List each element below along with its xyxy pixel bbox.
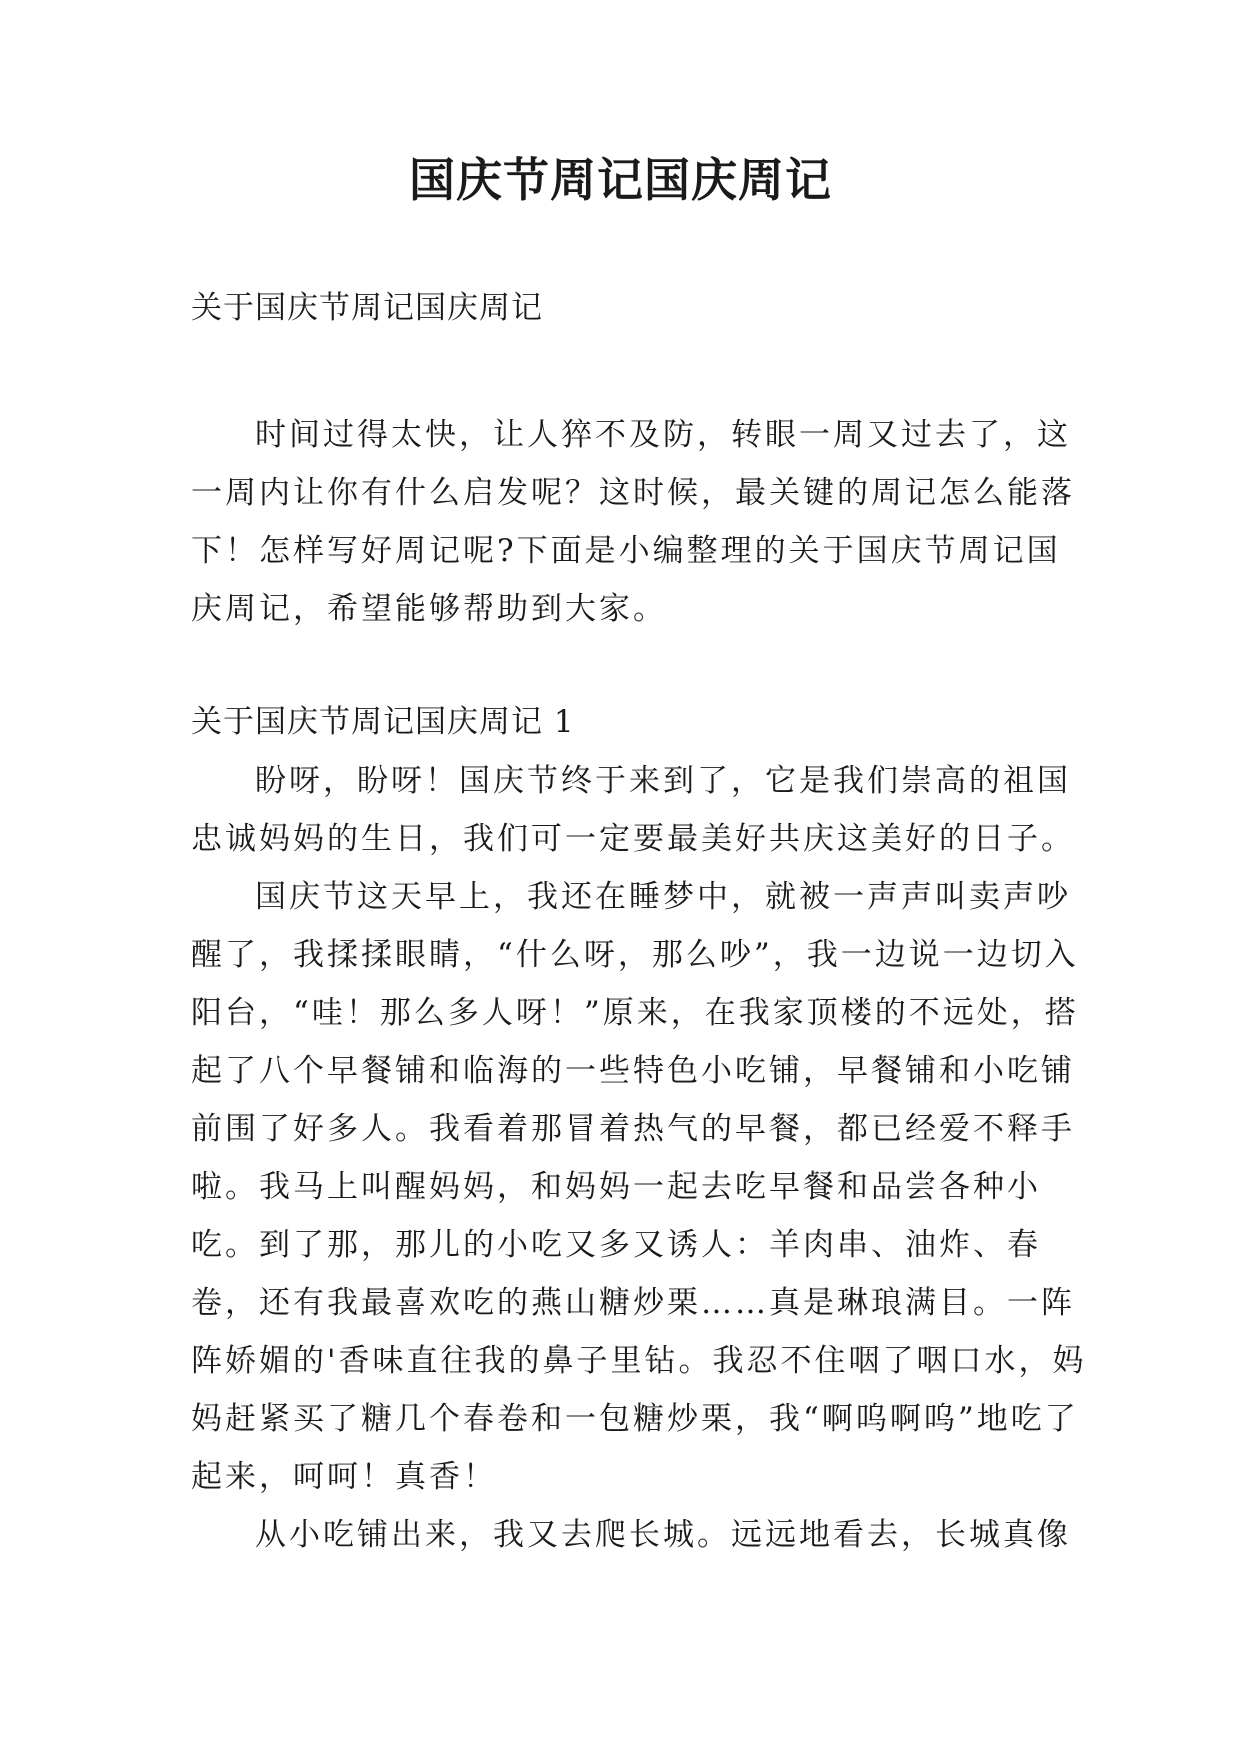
body-paragraph: 盼呀，盼呀！国庆节终于来到了，它是我们崇高的祖国忠诚妈妈的生日，我们可一定要最美好共庆这美好的日子。 (191, 763, 1075, 857)
document-title: 国庆节周记国庆周记 (409, 153, 832, 207)
body-paragraph: 从小吃铺出来，我又去爬长城。远远地看去，长城真像 (255, 1517, 1071, 1553)
section-body (191, 752, 1096, 1564)
section-heading: 关于国庆节周记国庆周记 1 (191, 704, 575, 740)
body-paragraph: 国庆节这天早上，我还在睡梦中，就被一声声叫卖声吵醒了，我揉揉眼睛，“什么呀，那么吵”，我一边说一边切入阳台，“哇！那么多人呀！”原来，在我家顶楼的不远处，搭起了八个早餐铺和临海的一些特色小吃铺，早餐铺和小吃铺前围了好多人。我看着那冒着热气的早餐，都已经爱不释手啦。我马上叫醒妈妈，和妈妈一起去吃早餐和品尝各种小吃。到了那，那儿的小吃又多又诱人：羊肉串、油炸、春卷，还有我最喜欢吃的燕山糖炒栗……真是琳琅满目。一阵阵娇媚的'香味直往我的鼻子里钻。我忍不住咽了咽口水，妈妈赶紧买了糖几个春卷和一包糖炒栗，我“啊呜啊呜”地吃了起来，呵呵！真香！ (191, 879, 1087, 1495)
document-subtitle: 关于国庆节周记国庆周记 (191, 290, 543, 326)
intro-paragraph: 时间过得太快，让人猝不及防，转眼一周又过去了，这一周内让你有什么启发呢？这时候，最关键的周记怎么能落下！怎样写好周记呢?下面是小编整理的关于国庆节周记国庆周记，希望能够帮助到大家。 (191, 417, 1075, 627)
